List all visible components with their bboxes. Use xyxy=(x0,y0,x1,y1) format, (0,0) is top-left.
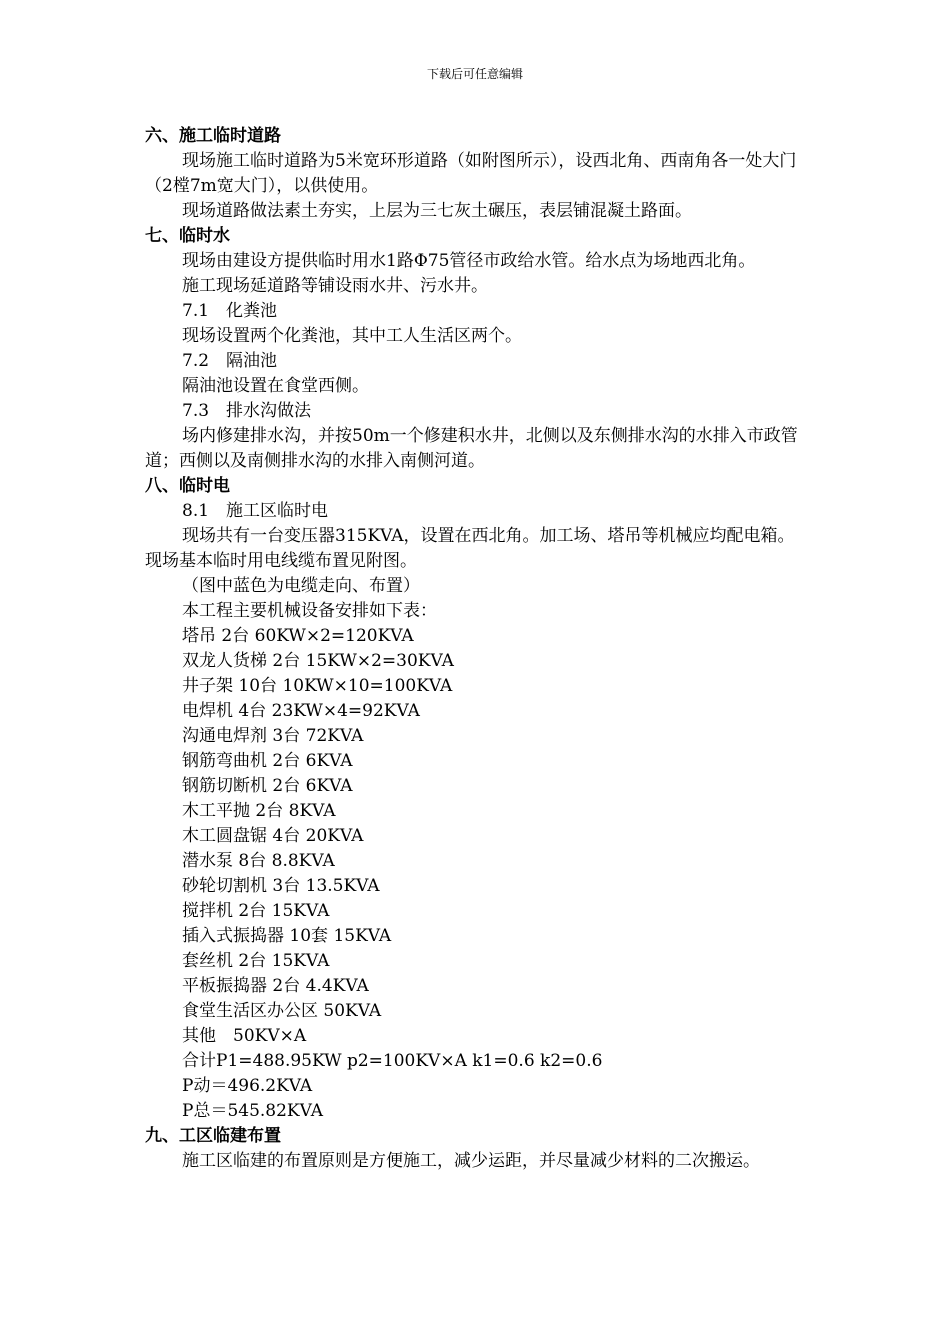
equipment-item: 砂轮切割机 3台 13.5KVA xyxy=(182,876,380,896)
section-6-paragraph-1: 现场施工临时道路为5米宽环形道路（如附图所示），设西北角、西南角各一处大门（2樘7m宽大门），以供使用。 xyxy=(145,151,797,196)
section-6-paragraph-2: 现场道路做法素土夯实，上层为三七灰土碾压，表层铺混凝土路面。 xyxy=(182,201,692,221)
equipment-item: 电焊机 4台 23KW×4=92KVA xyxy=(182,701,420,721)
equipment-item: 井子架 10台 10KW×10=100KVA xyxy=(182,676,453,696)
subsection-7-2-title: 7.2 隔油池 xyxy=(182,351,278,371)
equipment-item: 平板振捣器 2台 4.4KVA xyxy=(182,976,369,996)
document-body xyxy=(145,124,805,1174)
section-8-paragraph-1: 现场共有一台变压器315KVA，设置在西北角。加工场、塔吊等机械应均配电箱。现场基本临时用电线缆布置见附图。 xyxy=(145,526,795,571)
subsection-7-1-text: 现场设置两个化粪池，其中工人生活区两个。 xyxy=(182,326,522,346)
equipment-item: 塔吊 2台 60KW×2=120KVA xyxy=(182,626,414,646)
equipment-p-dynamic: P动＝496.2KVA xyxy=(182,1076,313,1096)
subsection-7-2-text: 隔油池设置在食堂西侧。 xyxy=(182,376,369,396)
section-9-paragraph-1: 施工区临建的布置原则是方便施工，减少运距，并尽量减少材料的二次搬运。 xyxy=(182,1151,760,1171)
equipment-item: 木工平抛 2台 8KVA xyxy=(182,801,336,821)
subsection-7-3-text: 场内修建排水沟，并按50m一个修建积水井，北侧以及东侧排水沟的水排入市政管道；西侧以及南侧排水沟的水排入南侧河道。 xyxy=(145,426,798,471)
section-8-heading: 八、临时电 xyxy=(145,476,230,496)
page-header-note: 下载后可任意编辑 xyxy=(426,67,523,81)
equipment-item: 钢筋弯曲机 2台 6KVA xyxy=(182,751,353,771)
section-8-paragraph-2: （图中蓝色为电缆走向、布置） xyxy=(182,576,420,596)
section-7-paragraph-2: 施工现场延道路等铺设雨水井、污水井。 xyxy=(182,276,488,296)
equipment-item: 套丝机 2台 15KVA xyxy=(182,951,330,971)
equipment-list xyxy=(145,624,805,1124)
subsection-8-1-title: 8.1 施工区临时电 xyxy=(182,501,329,521)
equipment-item: 木工圆盘锯 4台 20KVA xyxy=(182,826,364,846)
subsection-7-3-title: 7.3 排水沟做法 xyxy=(182,401,312,421)
equipment-item: 其他 50KV×A xyxy=(182,1026,307,1046)
equipment-p-total: P总＝545.82KVA xyxy=(182,1101,324,1121)
section-7-paragraph-1: 现场由建设方提供临时用水1路Φ75管径市政给水管。给水点为场地西北角。 xyxy=(182,251,756,271)
equipment-item: 双龙人货梯 2台 15KW×2=30KVA xyxy=(182,651,454,671)
section-9-heading: 九、工区临建布置 xyxy=(145,1126,281,1146)
section-7-heading: 七、临时水 xyxy=(145,226,230,246)
section-6-heading: 六、施工临时道路 xyxy=(145,126,281,146)
equipment-item: 沟通电焊剂 3台 72KVA xyxy=(182,726,364,746)
equipment-item: 搅拌机 2台 15KVA xyxy=(182,901,330,921)
equipment-item: 插入式振捣器 10套 15KVA xyxy=(182,926,392,946)
equipment-item: 潜水泵 8台 8.8KVA xyxy=(182,851,335,871)
subsection-7-1-title: 7.1 化粪池 xyxy=(182,301,278,321)
equipment-total: 合计P1=488.95KW p2=100KV×A k1=0.6 k2=0.6 xyxy=(182,1051,603,1071)
section-8-paragraph-3: 本工程主要机械设备安排如下表： xyxy=(182,601,437,621)
equipment-item: 钢筋切断机 2台 6KVA xyxy=(182,776,353,796)
equipment-item: 食堂生活区办公区 50KVA xyxy=(182,1001,382,1021)
